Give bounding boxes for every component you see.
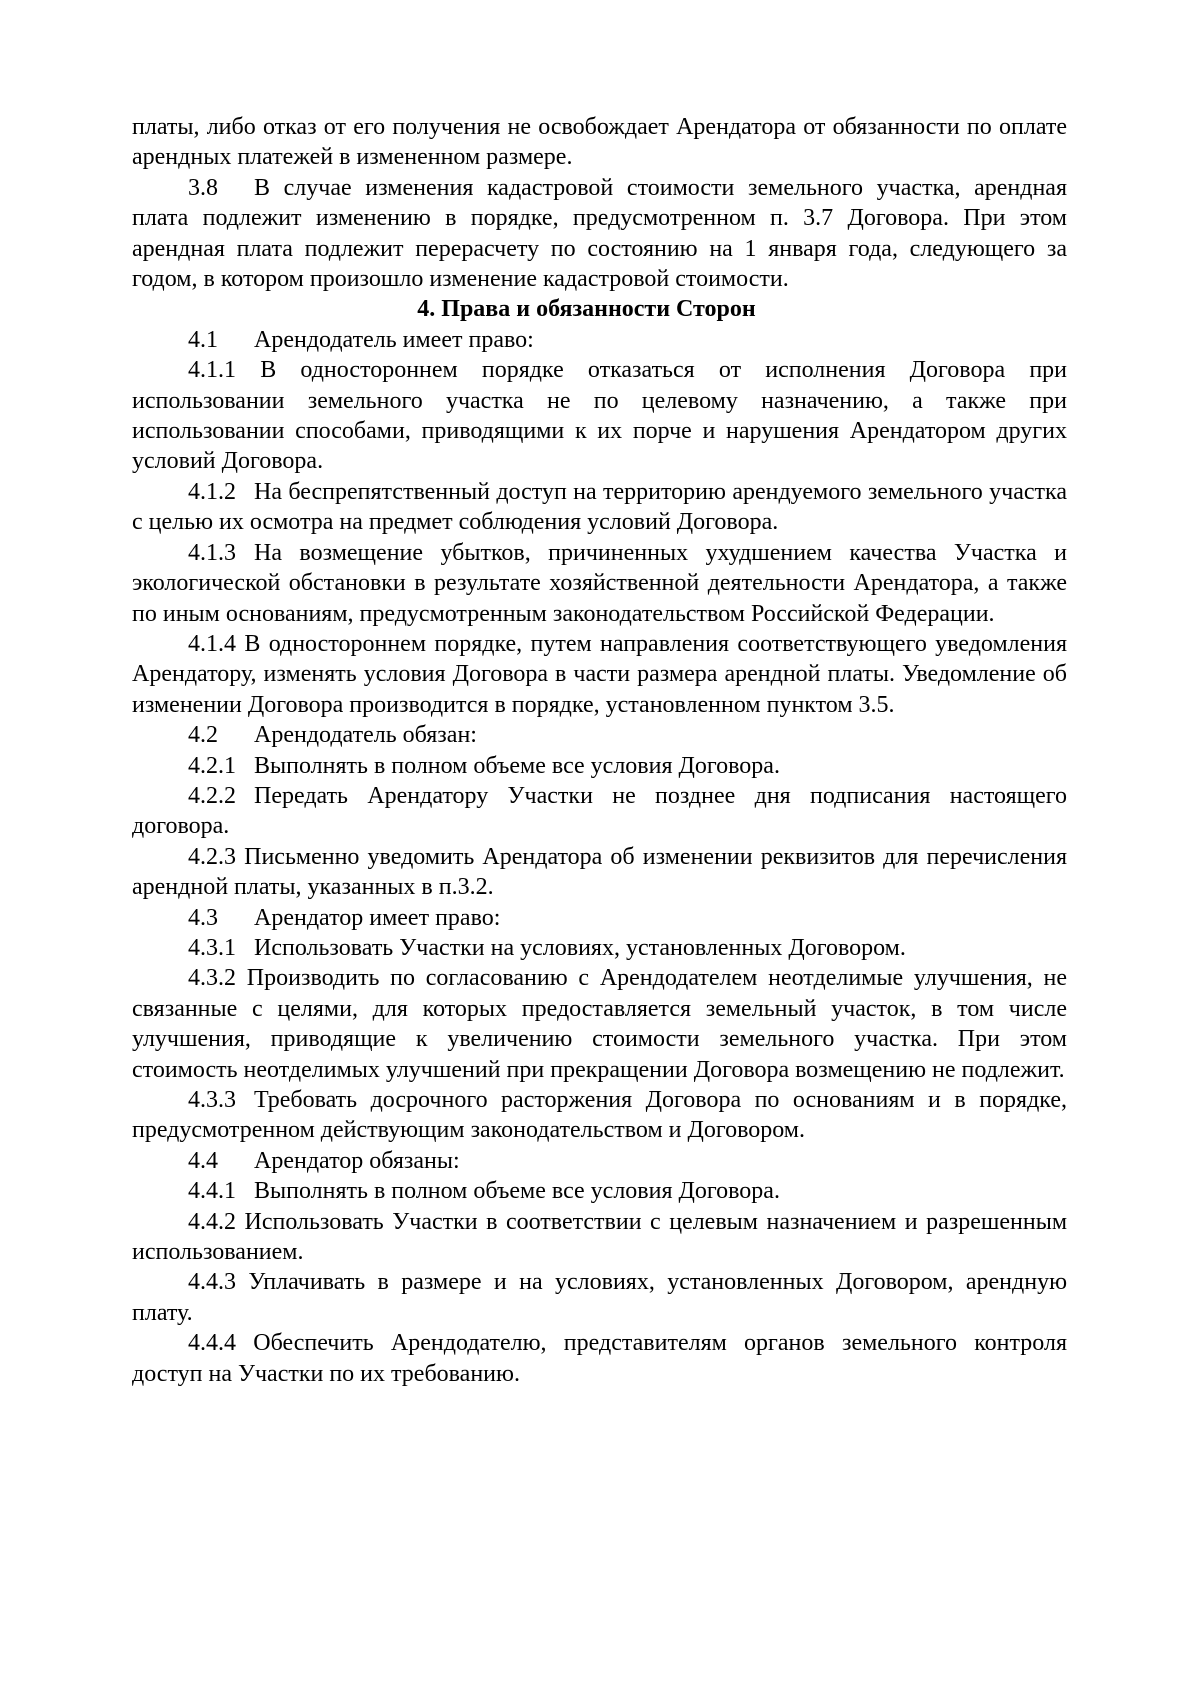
clause-number: 4.3 (188, 904, 218, 931)
clause-4-3-3 (132, 1085, 1067, 1146)
clause-text: В одностороннем порядке, путем направления соответствующего уведомления Арендатору, изменять условия Договора в части размера арендной платы. Уведомление об изменении Договора производится в порядке, установленном пунктом 3.5. (132, 630, 1067, 718)
clause-4-1-1 (132, 355, 1067, 477)
clause-number: 4.4.4 (188, 1330, 236, 1357)
clause-number: 3.8 (188, 174, 218, 201)
clause-4-4-1 (132, 1176, 1067, 1206)
clause-number: 4.1.2 (188, 478, 236, 505)
clause-number: 4.4 (188, 1147, 218, 1174)
clause-text: Производить по согласованию с Арендодателем неотделимые улучшения, не связанные с целями, для которых предоставляется земельный участок, в том числе улучшения, приводящие к увеличению стоимости земельного участка. При этом стоимость неотделимых улучшений при прекращении Договора возмещению не подлежит. (132, 965, 1068, 1083)
clause-4-4-3 (132, 1267, 1067, 1328)
clause-4-2-2 (132, 781, 1067, 842)
clause-number: 4.1.3 (188, 539, 236, 566)
clause-text: Выполнять в полном объеме все условия Договора. (254, 1178, 780, 1205)
clause-text: Использовать Участки на условиях, установленных Договором. (254, 934, 906, 961)
clause-text: Арендодатель имеет право: (254, 326, 534, 353)
clause-3-8 (132, 173, 1067, 295)
paragraph-text: платы, либо отказ от его получения не освобождает Арендатора от обязанности по оплате арендных платежей в измененном размере. (132, 114, 1067, 171)
clause-text: Использовать Участки в соответствии с целевым назначением и разрешенным использованием. (132, 1208, 1067, 1266)
clause-text: На возмещение убытков, причиненных ухудшением качества Участка и экологической обстановки в результате хозяйственной деятельности Арендатора, а также по иным основаниям, предусмотренным законодательством Российской Федерации. (132, 539, 1067, 627)
clause-text: Арендатор обязаны: (254, 1147, 460, 1174)
clause-4-1 (132, 325, 1067, 355)
clause-4-1-2 (132, 477, 1067, 538)
document-body (132, 112, 1067, 1389)
clause-text: Обеспечить Арендодателю, представителям органов земельного контроля доступ на Участки по их требованию. (132, 1330, 1067, 1387)
clause-text: Письменно уведомить Арендатора об изменении реквизитов для перечисления арендной платы, указанных в п.3.2. (132, 843, 1067, 901)
clause-number: 4.3.1 (188, 934, 236, 961)
clause-number: 4.4.1 (188, 1178, 236, 1205)
clause-4-3 (132, 903, 1067, 933)
clause-4-1-3 (132, 538, 1067, 629)
clause-4-3-2 (132, 963, 1067, 1085)
clause-4-4-4 (132, 1328, 1067, 1389)
paragraph-continuation (132, 112, 1067, 173)
clause-text: На беспрепятственный доступ на территорию арендуемого земельного участка с целью их осмотра на предмет соблюдения условий Договора. (132, 478, 1067, 536)
clause-text: Уплачивать в размере и на условиях, установленных Договором, арендную плату. (132, 1269, 1067, 1326)
clause-number: 4.2.1 (188, 752, 236, 779)
clause-text: Передать Арендатору Участки не позднее дня подписания настоящего договора. (132, 782, 1067, 840)
clause-4-2-3 (132, 842, 1067, 903)
clause-number: 4.1.1 (188, 357, 236, 384)
clause-number: 4.2 (188, 722, 218, 749)
clause-4-2-1 (132, 751, 1067, 781)
section-heading: 4. Права и обязанности Сторон (417, 296, 756, 323)
clause-text: Арендатор имеет право: (254, 904, 501, 931)
clause-number: 4.2.2 (188, 782, 236, 809)
clause-4-3-1 (132, 933, 1067, 963)
clause-number: 4.3.3 (188, 1087, 236, 1113)
clause-number: 4.1 (188, 326, 218, 353)
clause-text: Требовать досрочного расторжения Договора по основаниям и в порядке, предусмотренном действующим законодательством и Договором. (132, 1087, 1067, 1144)
clause-text: Арендодатель обязан: (254, 722, 477, 749)
clause-text: В случае изменения кадастровой стоимости земельного участка, арендная плата подлежит изменению в порядке, предусмотренном п. 3.7 Договора. При этом арендная плата подлежит перерасчету по состоянию на 1 января года, следующего за годом, в котором произошло изменение кадастровой стоимости. (132, 174, 1067, 293)
clause-number: 4.2.3 (188, 843, 236, 870)
clause-4-4-2 (132, 1207, 1067, 1268)
clause-number: 4.3.2 (188, 965, 236, 992)
clause-text: В одностороннем порядке отказаться от исполнения Договора при использовании земельного участка не по целевому назначению, а также при использовании способами, приводящими к их порче и нарушения Арендатором других условий Договора. (132, 357, 1068, 475)
clause-4-4 (132, 1146, 1067, 1176)
clause-number: 4.4.3 (188, 1269, 236, 1296)
clause-number: 4.1.4 (188, 630, 236, 657)
clause-text: Выполнять в полном объеме все условия Договора. (254, 752, 780, 779)
clause-4-2 (132, 720, 1067, 750)
clause-4-1-4 (132, 629, 1067, 720)
clause-number: 4.4.2 (188, 1208, 236, 1235)
